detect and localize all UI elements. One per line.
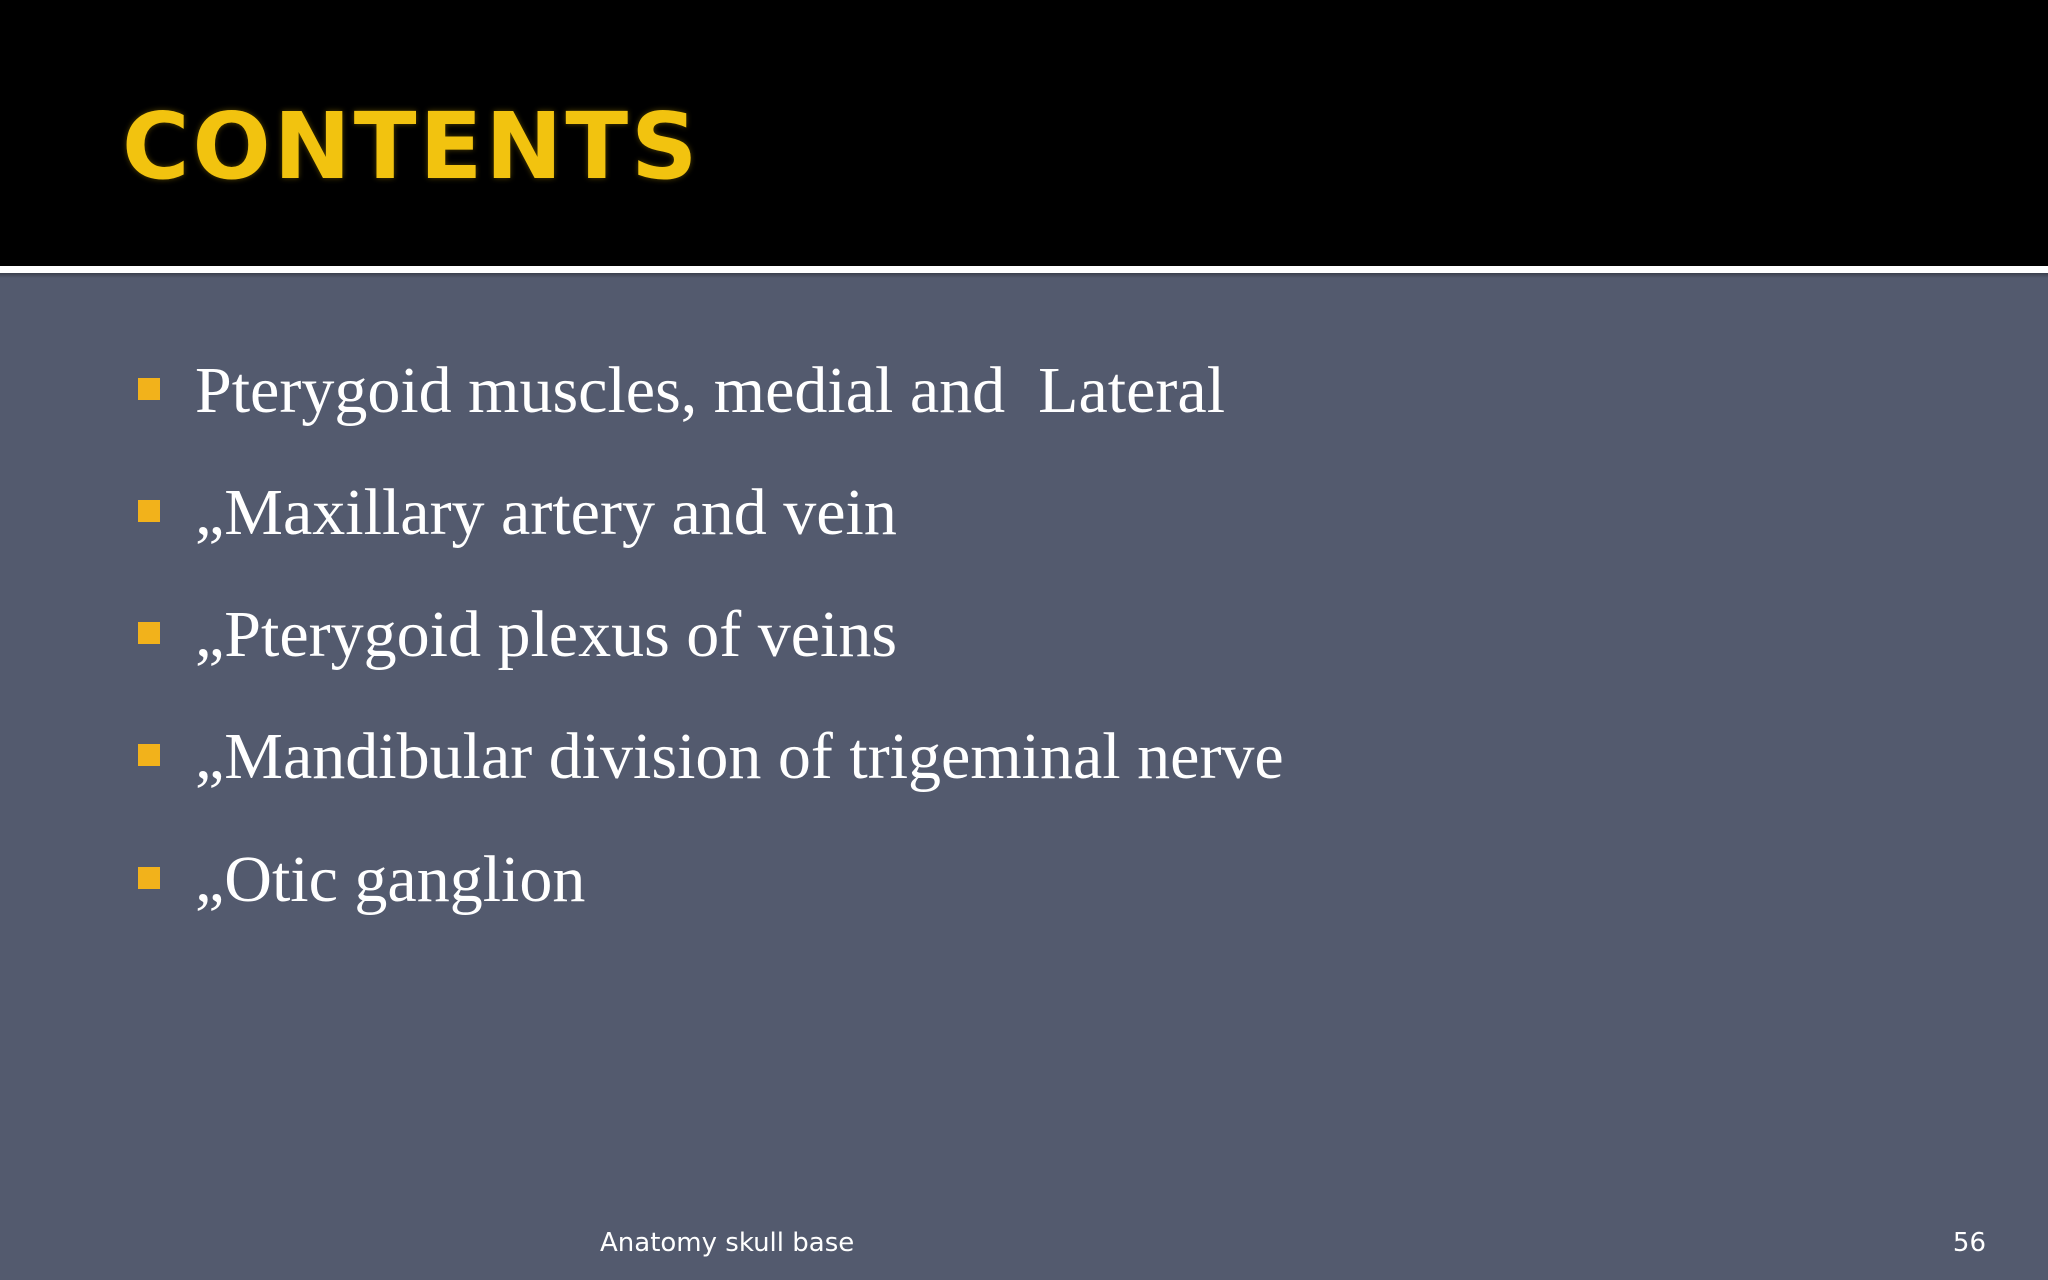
square-bullet-icon xyxy=(138,500,160,522)
square-bullet-icon xyxy=(138,378,160,400)
bullet-text: „Pterygoid plexus of veins xyxy=(195,598,898,671)
slide-footer: Anatomy skull base xyxy=(600,1228,855,1258)
bullet-item-pterygoid-plexus xyxy=(138,600,1738,680)
bullet-text: „Maxillary artery and vein xyxy=(195,476,897,549)
square-bullet-icon xyxy=(138,744,160,766)
square-bullet-icon xyxy=(138,622,160,644)
bullet-item-maxillary-artery xyxy=(138,478,1738,558)
bullet-text: „Otic ganglion xyxy=(195,843,586,916)
bullet-text: Pterygoid muscles, medial and Lateral xyxy=(195,354,1226,427)
slide-title: CONTENTS xyxy=(122,93,701,200)
square-bullet-icon xyxy=(138,867,160,889)
slide-header xyxy=(0,0,2048,266)
bullet-text: „Mandibular division of trigeminal nerve xyxy=(195,720,1284,793)
bullet-item-otic-ganglion xyxy=(138,845,1738,925)
header-divider xyxy=(0,266,2048,273)
bullet-item-pterygoid-muscles xyxy=(138,356,1738,436)
slide-page-number: 56 xyxy=(1952,1228,1986,1258)
bullet-item-mandibular-division xyxy=(138,722,1738,802)
header-divider-shadow xyxy=(0,273,2048,278)
